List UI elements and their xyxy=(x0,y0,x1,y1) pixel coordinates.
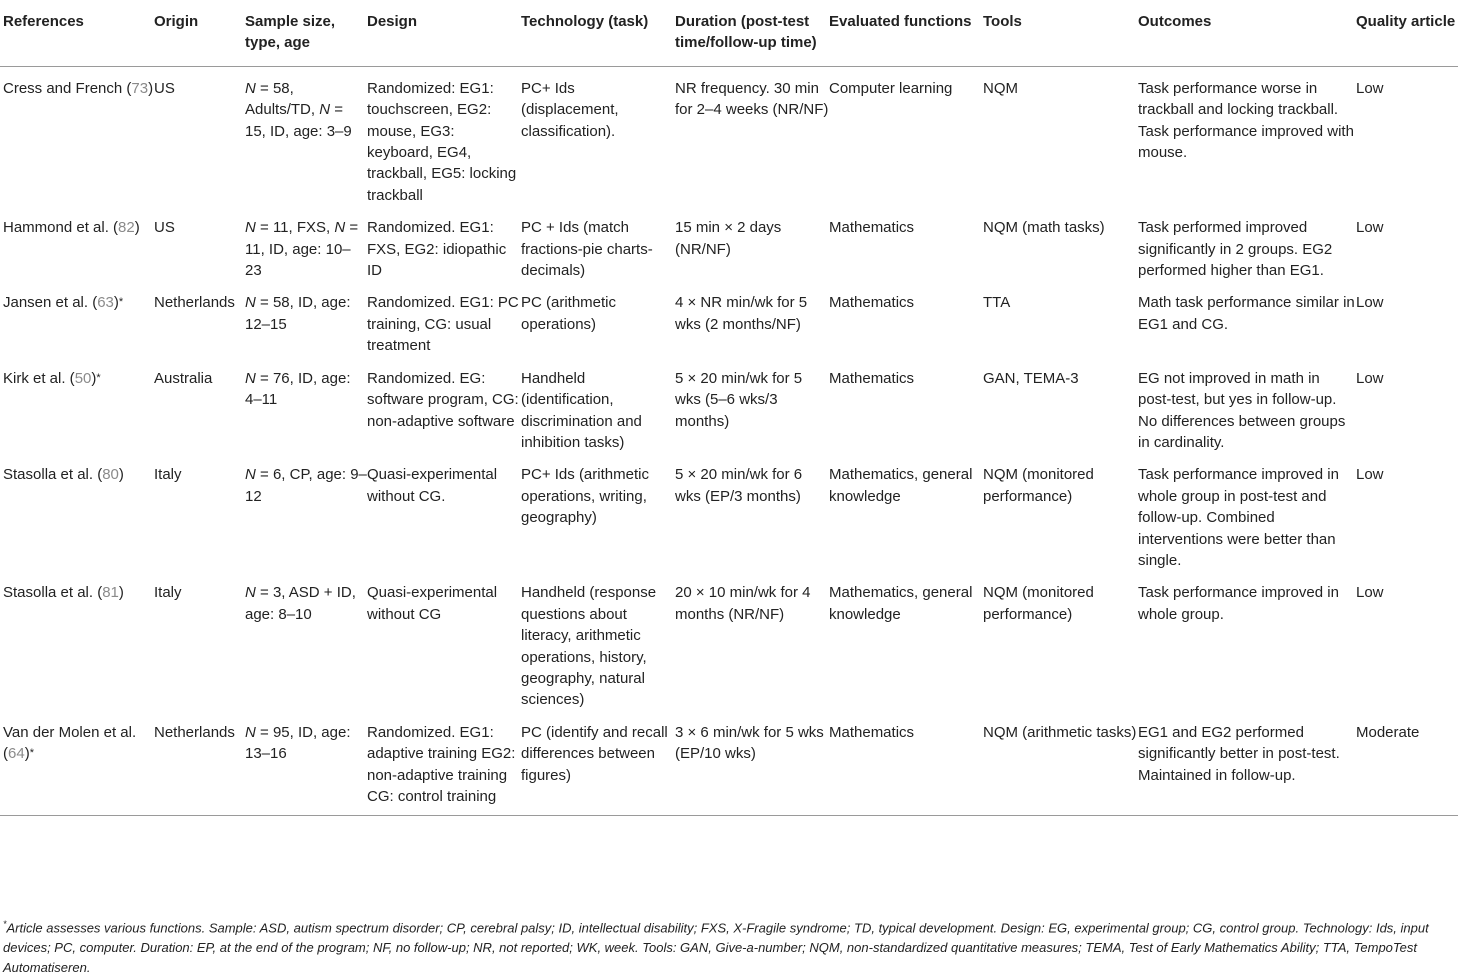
sample-cell: N = 95, ID, age: 13–16 xyxy=(245,711,367,816)
reference-star: * xyxy=(96,371,101,384)
tools-cell: NQM (monitored performance) xyxy=(983,466,1094,505)
reference-cell xyxy=(0,281,154,356)
reference-text: Stasolla et al. ( xyxy=(3,466,103,484)
functions-cell: Mathematics xyxy=(829,369,915,387)
tools-cell: NQM (arithmetic tasks) xyxy=(983,711,1138,816)
technology-cell: PC + Ids (match fractions-pie charts-decimals) xyxy=(521,219,653,280)
duration-cell: 15 min × 2 days (NR/NF) xyxy=(675,219,782,258)
functions-cell: Mathematics, general knowledge xyxy=(829,584,973,623)
column-header-origin: Origin xyxy=(154,8,245,66)
citation-link[interactable]: 64 xyxy=(8,745,25,763)
column-header-quality: Quality article xyxy=(1356,8,1458,66)
citation-link[interactable]: 63 xyxy=(97,294,114,312)
reference-close: ) xyxy=(148,79,154,97)
citation-link[interactable]: 80 xyxy=(102,466,119,484)
design-cell: Randomized. EG: software program, CG: non-adaptive software xyxy=(367,369,519,430)
outcomes-cell: Math task performance similar in EG1 and CG. xyxy=(1138,294,1355,333)
origin-cell: Australia xyxy=(154,369,213,387)
table-footnote xyxy=(3,914,1455,978)
column-header-functions: Evaluated functions xyxy=(829,8,983,66)
sample-cell: N = 6, CP, age: 9–12 xyxy=(245,466,367,505)
functions-cell: Mathematics xyxy=(829,219,915,237)
column-header-technology: Technology (task) xyxy=(521,8,675,66)
quality-cell: Moderate xyxy=(1356,711,1458,816)
quality-cell: Low xyxy=(1356,79,1384,97)
reference-text: Jansen et al. ( xyxy=(3,294,98,312)
technology-cell: PC (identify and recall differences between figures) xyxy=(521,711,675,816)
sample-cell: N = 3, ASD + ID, age: 8–10 xyxy=(245,584,356,623)
design-cell: Randomized. EG1: FXS, EG2: idiopathic ID xyxy=(367,219,507,280)
table-row xyxy=(0,281,1458,356)
reference-cell xyxy=(0,206,154,281)
sample-cell: N = 58, Adults/TD, N = 15, ID, age: 3–9 xyxy=(245,79,352,140)
column-header-tools: Tools xyxy=(983,8,1138,66)
outcomes-cell: EG1 and EG2 performed significantly better in post-test. Maintained in follow-up. xyxy=(1138,711,1356,816)
tools-cell: GAN, TEMA-3 xyxy=(983,369,1079,387)
sample-cell: N = 76, ID, age: 4–11 xyxy=(245,369,351,409)
column-header-outcomes: Outcomes xyxy=(1138,8,1356,66)
quality-cell: Low xyxy=(1356,584,1384,602)
citation-link[interactable]: 81 xyxy=(102,584,119,602)
duration-cell: 4 × NR min/wk for 5 wks (2 months/NF) xyxy=(675,294,808,333)
origin-cell: Netherlands xyxy=(154,711,245,816)
column-header-design: Design xyxy=(367,8,521,66)
table-row xyxy=(0,66,1458,206)
reference-text: Hammond et al. ( xyxy=(3,219,119,237)
footnote-text: Article assesses various functions. Sample: ASD, autism spectrum disorder; CP, cerebral palsy; ID, intellectual disability; FXS, X-Fragile syndrome; TD, typical development. Design: EG, experimental group; CG, control group. Technology: Ids, input devices; PC, computer. Duration: EP, at the end of the program; NF, no follow-up; NR, not reported; WK, week. Tools: GAN, Give-a-number; NQM, non-standardized quantitative measures; TEMA, Test of Early Mathematics Ability; TTA, TempoTest Automatiseren. xyxy=(3,920,1429,976)
footnote-mark: * xyxy=(3,919,7,929)
reference-star: * xyxy=(118,296,124,309)
studies-table xyxy=(0,8,1458,816)
technology-cell: Handheld (response questions about literacy, arithmetic operations, history, geography, natural sciences) xyxy=(521,584,657,709)
table-body xyxy=(0,66,1458,816)
table-row xyxy=(0,711,1458,816)
table-row xyxy=(0,453,1458,571)
outcomes-cell: Task performance improved in whole group in post-test and follow-up. Combined interventions were better than single. xyxy=(1138,466,1339,569)
reference-cell xyxy=(0,571,154,710)
technology-cell: PC (arithmetic operations) xyxy=(521,294,617,333)
technology-cell: Handheld (identification, discrimination and inhibition tasks) xyxy=(521,369,642,451)
table-row xyxy=(0,571,1458,710)
reference-close: ) xyxy=(91,369,97,387)
column-header-duration: Duration (post-test time/follow-up time) xyxy=(675,8,829,66)
tools-cell: TTA xyxy=(983,294,1011,312)
reference-close: ) xyxy=(24,745,30,763)
outcomes-cell: Task performance improved in whole group. xyxy=(1138,584,1339,623)
duration-cell: 5 × 20 min/wk for 6 wks (EP/3 months) xyxy=(675,466,803,505)
duration-cell: 20 × 10 min/wk for 4 months (NR/NF) xyxy=(675,584,811,623)
column-header-references: References xyxy=(0,8,154,66)
quality-cell: Low xyxy=(1356,294,1384,312)
reference-cell xyxy=(0,357,154,454)
design-cell: Quasi-experimental without CG. xyxy=(367,466,498,505)
reference-text: Kirk et al. ( xyxy=(3,369,75,387)
duration-cell: NR frequency. 30 min for 2–4 weeks (NR/NF) xyxy=(675,79,829,119)
reference-cell xyxy=(0,453,154,571)
origin-cell: Netherlands xyxy=(154,294,235,312)
reference-close: ) xyxy=(118,584,124,602)
reference-close: ) xyxy=(118,466,124,484)
tools-cell: NQM (monitored performance) xyxy=(983,584,1094,623)
table-row xyxy=(0,206,1458,281)
origin-cell: Italy xyxy=(154,466,182,484)
reference-cell xyxy=(0,711,154,816)
functions-cell: Mathematics, general knowledge xyxy=(829,466,973,505)
origin-cell: US xyxy=(154,219,175,237)
functions-cell: Mathematics xyxy=(829,711,983,816)
technology-cell: PC+ Ids (displacement, classification). xyxy=(521,79,619,140)
tools-cell: NQM (math tasks) xyxy=(983,219,1105,237)
sample-cell: N = 58, ID, age: 12–15 xyxy=(245,294,351,333)
citation-link[interactable]: 82 xyxy=(118,219,135,237)
outcomes-cell: Task performed improved significantly in 2 groups. EG2 performed higher than EG1. xyxy=(1138,219,1333,280)
design-cell: Randomized. EG1: adaptive training EG2: non-adaptive training CG: control training xyxy=(367,711,521,816)
outcomes-cell: Task performance worse in trackball and locking trackball. Task performance improved with mouse. xyxy=(1138,79,1354,162)
header-row xyxy=(0,8,1458,66)
origin-cell: Italy xyxy=(154,584,182,602)
reference-text: Van der Molen et al. ( xyxy=(3,723,137,763)
quality-cell: Low xyxy=(1356,466,1384,484)
table-row xyxy=(0,357,1458,454)
quality-cell: Low xyxy=(1356,369,1384,387)
duration-cell: 5 × 20 min/wk for 5 wks (5–6 wks/3 months) xyxy=(675,369,803,430)
design-cell: Randomized: EG1: touchscreen, EG2: mouse, EG3: keyboard, EG4, trackball, EG5: locking trackball xyxy=(367,79,517,204)
citation-link[interactable]: 73 xyxy=(131,79,149,97)
tools-cell: NQM xyxy=(983,79,1018,97)
reference-star: * xyxy=(29,747,34,760)
column-header-sample: Sample size, type, age xyxy=(245,8,367,66)
functions-cell: Computer learning xyxy=(829,79,953,97)
design-cell: Quasi-experimental without CG xyxy=(367,584,498,623)
reference-text: Cress and French ( xyxy=(3,79,132,97)
duration-cell: 3 × 6 min/wk for 5 wks (EP/10 wks) xyxy=(675,711,829,816)
origin-cell: US xyxy=(154,79,175,97)
design-cell: Randomized. EG1: PC training, CG: usual treatment xyxy=(367,294,519,355)
reference-close: ) xyxy=(134,219,140,237)
reference-cell xyxy=(0,66,154,206)
reference-text: Stasolla et al. ( xyxy=(3,584,103,602)
sample-cell: N = 11, FXS, N = 11, ID, age: 10–23 xyxy=(245,219,359,280)
technology-cell: PC+ Ids (arithmetic operations, writing, geography) xyxy=(521,466,649,527)
functions-cell: Mathematics xyxy=(829,294,915,312)
quality-cell: Low xyxy=(1356,219,1384,237)
reference-close: ) xyxy=(113,294,119,312)
outcomes-cell: EG not improved in math in post-test, but yes in follow-up. No differences between groups in cardinality. xyxy=(1138,369,1346,451)
citation-link[interactable]: 50 xyxy=(74,369,92,387)
table-header xyxy=(0,8,1458,66)
